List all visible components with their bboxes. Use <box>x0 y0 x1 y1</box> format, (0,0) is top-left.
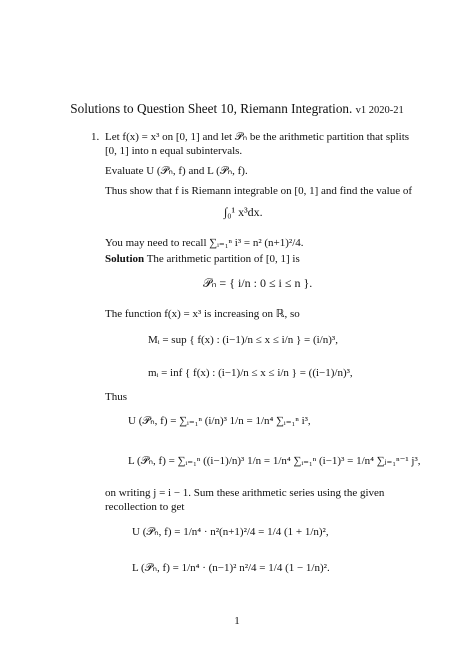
Mi-equation: Mᵢ = sup { f(x) : (i−1)/n ≤ x ≤ i/n } = (i/n)³, <box>148 334 338 346</box>
version-label: v1 2020-21 <box>355 105 404 116</box>
upper-sum-equation: U (𝒫ₙ, f) = ∑ᵢ₌₁ⁿ (i/n)³ 1/n = 1/n⁴ ∑ᵢ₌₁ⁿ i³, <box>128 415 311 427</box>
item-number: 1. <box>91 131 100 143</box>
thus-show-text: Thus show that f is Riemann integrable on [0, 1] and find the value of <box>105 185 413 197</box>
problem-line-2: [0, 1] into n equal subintervals. <box>105 145 243 157</box>
page-number: 1 <box>234 615 240 627</box>
lower-sum-equation: L (𝒫ₙ, f) = ∑ᵢ₌₁ⁿ ((i−1)/n)³ 1/n = 1/n⁴ ∑ᵢ₌₁ⁿ (i−1)³ = 1/n⁴ ∑ⱼ₌₁ⁿ⁻¹ j³, <box>128 455 421 467</box>
upper-sum-result: U (𝒫ₙ, f) = 1/n⁴ · n²(n+1)²/4 = 1/4 (1 + 1/n)², <box>132 526 329 538</box>
mi-equation: mᵢ = inf { f(x) : (i−1)/n ≤ x ≤ i/n } = ((i−1)/n)³, <box>148 367 353 379</box>
thus-text: Thus <box>105 391 127 403</box>
writing-line-1: on writing j = i − 1. Sum these arithmetic series using the given <box>105 487 385 499</box>
partition-equation: 𝒫ₙ = { i/n : 0 ≤ i ≤ n }. <box>203 276 313 290</box>
page-title <box>0 101 474 117</box>
problem-line-1: Let f(x) = x³ on [0, 1] and let 𝒫ₙ be the arithmetic partition that splits <box>105 131 410 143</box>
solution-line <box>105 252 300 266</box>
solution-text: The arithmetic partition of [0, 1] is <box>146 253 300 265</box>
lower-sum-result: L (𝒫ₙ, f) = 1/n⁴ · (n−1)² n²/4 = 1/4 (1 − 1/n)². <box>132 562 330 574</box>
function-text: The function f(x) = x³ is increasing on ℝ, so <box>105 308 300 320</box>
solution-label: Solution <box>105 253 145 265</box>
integral-expression: ∫₀¹ x³dx. <box>224 205 263 219</box>
recall-text: You may need to recall ∑ᵢ₌₁ⁿ i³ = n² (n+1)²/4. <box>105 237 304 249</box>
title-text: Solutions to Question Sheet 10, Riemann Integration. <box>70 101 353 116</box>
evaluate-text: Evaluate U (𝒫ₙ, f) and L (𝒫ₙ, f). <box>105 165 248 177</box>
writing-line-2: recollection to get <box>105 501 185 513</box>
